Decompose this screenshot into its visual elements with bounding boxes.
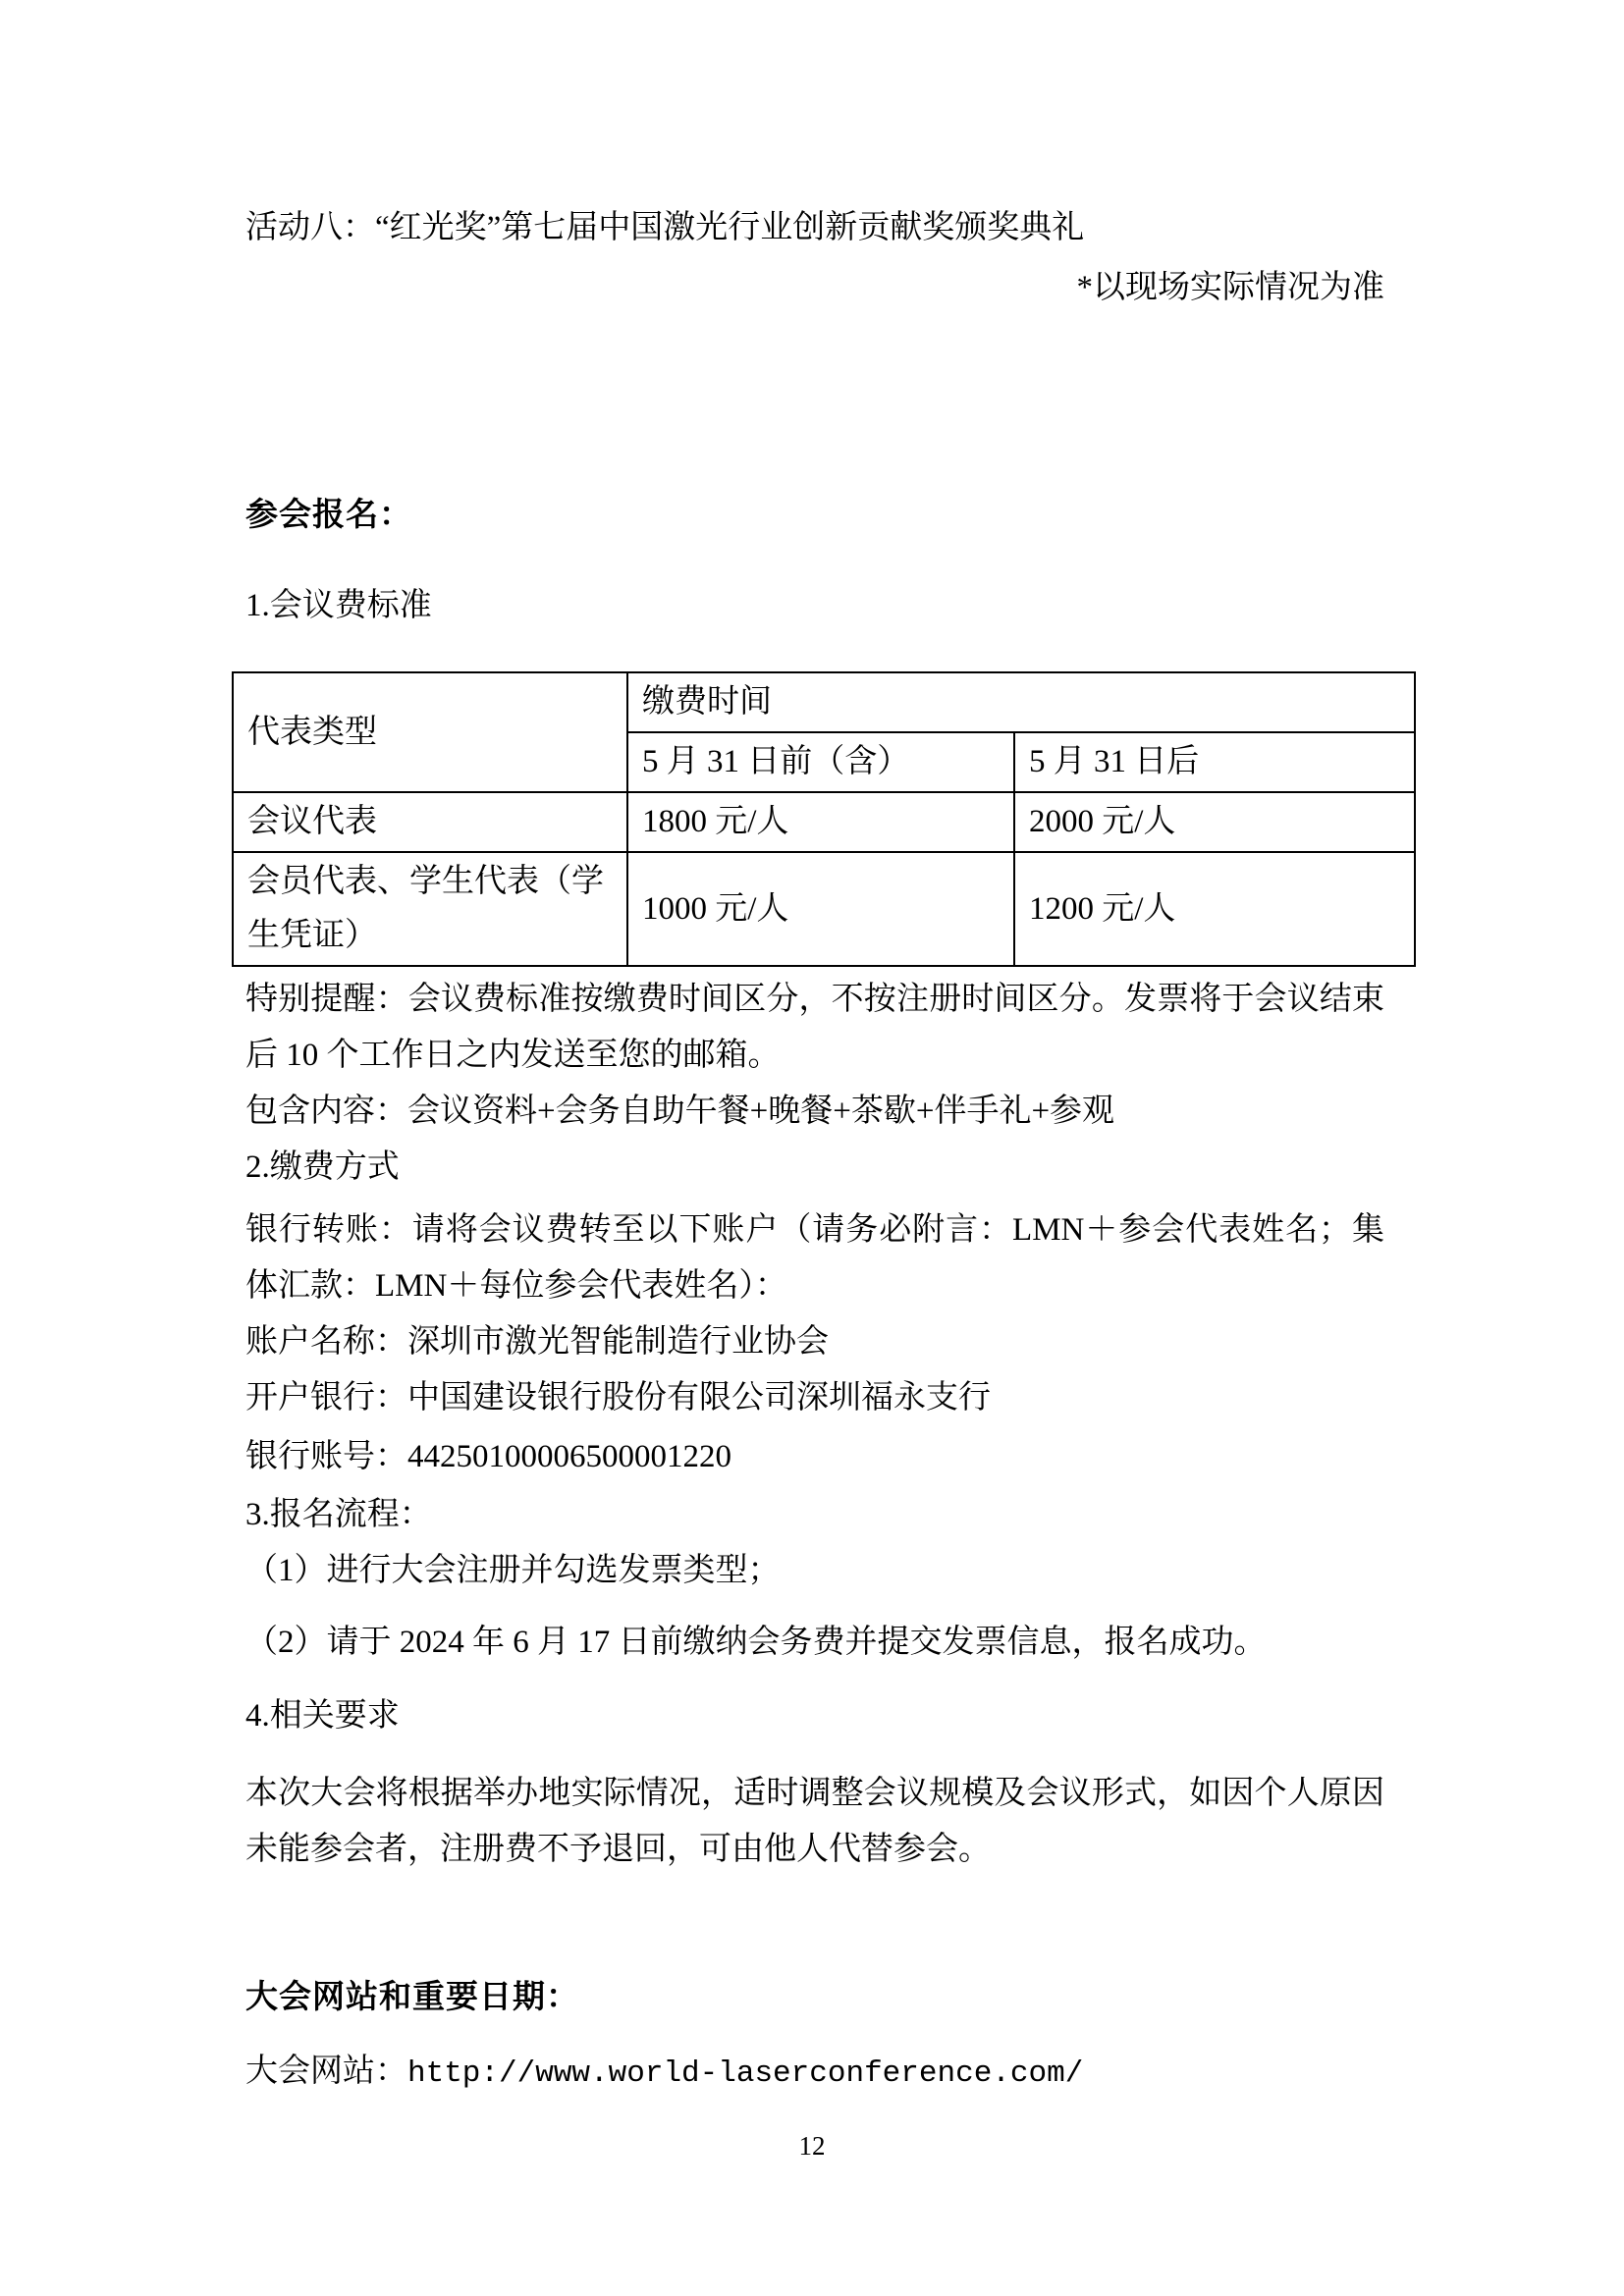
fee-table bbox=[232, 671, 1416, 967]
table-row bbox=[233, 852, 1415, 966]
website-line bbox=[245, 2044, 1384, 2102]
fee-table-header-delegate-type: 代表类型 bbox=[233, 672, 627, 792]
registration-process-heading: 3.报名流程： bbox=[245, 1497, 432, 1532]
fee-table-cell-price-after: 2000 元/人 bbox=[1014, 792, 1415, 852]
process-step-2: （2）请于 2024 年 6 月 17 日前缴纳会务费并提交发票信息，报名成功。 bbox=[245, 1625, 1267, 1660]
bank-transfer-paragraph: 银行转账：请将会议费转至以下账户（请务必附言：LMN＋参会代表姓名；集体汇款：LMN＋每位参会代表姓名）： bbox=[245, 1212, 1384, 1304]
requirements-paragraph: 本次大会将根据举办地实际情况，适时调整会议规模及会议形式，如因个人原因未能参会者，注册费不予退回，可由他人代替参会。 bbox=[245, 1776, 1384, 1867]
fee-table-header-after-date: 5 月 31 日后 bbox=[1014, 732, 1415, 792]
account-number-line: 银行账号：44250100006500001220 bbox=[245, 1439, 731, 1474]
process-step-1: （1）进行大会注册并勾选发票类型； bbox=[245, 1553, 781, 1588]
table-row bbox=[233, 792, 1415, 852]
fee-table-cell-delegate-type: 会议代表 bbox=[233, 792, 627, 852]
payment-method-heading: 2.缴费方式 bbox=[245, 1149, 400, 1185]
page-number: 12 bbox=[798, 2131, 826, 2161]
fee-table-cell-price-before: 1800 元/人 bbox=[627, 792, 1014, 852]
requirements-heading: 4.相关要求 bbox=[245, 1698, 400, 1734]
website-label: 大会网站： bbox=[245, 2054, 407, 2089]
fee-table-header-before-date: 5 月 31 日前（含） bbox=[627, 732, 1014, 792]
fee-table-cell-delegate-type: 会员代表、学生代表（学生凭证） bbox=[233, 852, 627, 966]
fee-table-cell-price-after: 1200 元/人 bbox=[1014, 852, 1415, 966]
includes-line: 包含内容：会议资料+会务自助午餐+晚餐+茶歇+伴手礼+参观 bbox=[245, 1094, 1115, 1129]
activity-line: 活动八：“红光奖”第七届中国激光行业创新贡献奖颁奖典礼 bbox=[245, 210, 1085, 245]
fee-standard-heading: 1.会议费标准 bbox=[245, 588, 432, 623]
bank-name-line: 开户银行：中国建设银行股份有限公司深圳福永支行 bbox=[245, 1380, 991, 1415]
signup-section-title: 参会报名： bbox=[245, 496, 412, 532]
fee-table-cell-price-before: 1000 元/人 bbox=[627, 852, 1014, 966]
fee-table-header-row-1 bbox=[233, 672, 1415, 732]
onsite-note-line: *以现场实际情况为准 bbox=[1076, 270, 1384, 305]
special-reminder-paragraph: 特别提醒：会议费标准按缴费时间区分，不按注册时间区分。发票将于会议结束后 10 个工作日之内发送至您的邮箱。 bbox=[245, 982, 1384, 1073]
fee-table-header-payment-time: 缴费时间 bbox=[627, 672, 1415, 732]
website-section-title: 大会网站和重要日期： bbox=[245, 1978, 579, 2014]
website-url: http://www.world-laserconference.com/ bbox=[407, 2056, 1084, 2091]
account-name-line: 账户名称：深圳市激光智能制造行业协会 bbox=[245, 1324, 829, 1360]
